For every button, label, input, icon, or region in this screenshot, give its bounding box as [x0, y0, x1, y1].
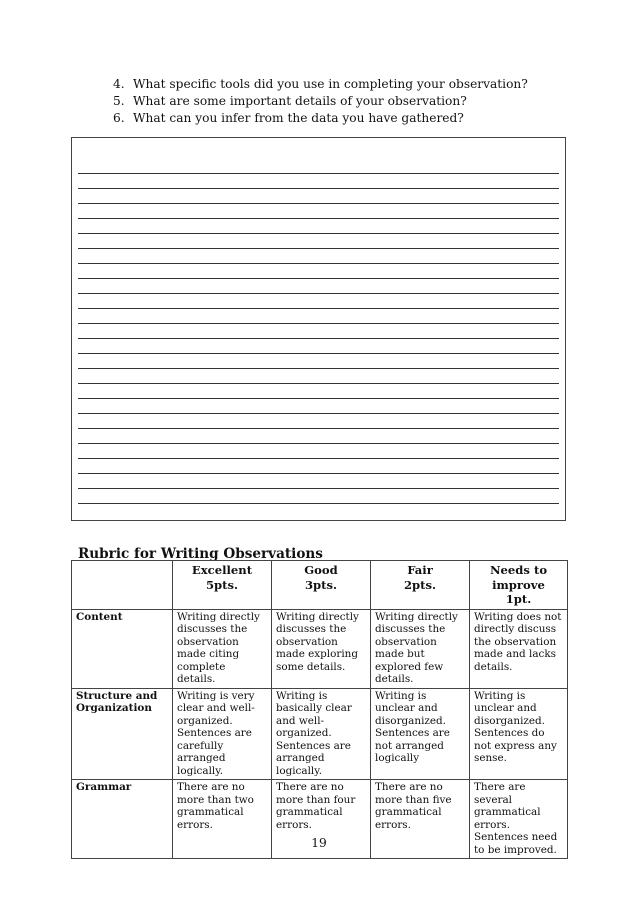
ruled-line — [78, 293, 559, 294]
ruled-line — [78, 503, 559, 504]
rubric-cell: Writing is unclear and disorganized. Sentences do not express any sense. — [470, 688, 568, 780]
rubric-title: Rubric for Writing Observations — [78, 546, 323, 562]
ruled-line — [78, 323, 559, 324]
ruled-line — [78, 428, 559, 429]
rubric-cell: There are several grammatical errors. Sentences need to be improved. — [470, 780, 568, 859]
ruled-line — [78, 203, 559, 204]
answer-writing-box[interactable] — [71, 137, 566, 521]
question-number: 5. — [113, 94, 125, 108]
rubric-header-excellent — [173, 561, 272, 610]
rubric-cell: There are no more than four grammatical errors. — [272, 780, 371, 859]
rubric-criterion: Structure and Organization — [72, 688, 173, 780]
page-number: 19 — [311, 836, 327, 850]
rubric-header-fair — [371, 561, 470, 610]
rubric-level-points: 2pts. — [403, 577, 437, 592]
rubric-cell: Writing directly discusses the observation made citing complete details. — [173, 609, 272, 688]
ruled-line — [78, 413, 559, 414]
question-item — [113, 93, 528, 110]
ruled-line — [78, 188, 559, 189]
ruled-line — [78, 458, 559, 459]
ruled-line — [78, 338, 559, 339]
ruled-line — [78, 443, 559, 444]
question-text: What are some important details of your observation? — [133, 94, 467, 108]
question-item — [113, 110, 528, 127]
rubric-cell: Writing is basically clear and well-organized. Sentences are arranged logically. — [272, 688, 371, 780]
rubric-cell: There are no more than two grammatical errors. — [173, 780, 272, 859]
ruled-line — [78, 173, 559, 174]
rubric-level-label: Excellent — [191, 563, 253, 577]
rubric-table — [71, 560, 568, 859]
rubric-cell: Writing does not directly discuss the observation made and lacks details. — [470, 609, 568, 688]
rubric-level-label: Fair — [407, 563, 433, 577]
rubric-level-points: 3pts. — [304, 577, 338, 592]
rubric-criterion: Content — [72, 609, 173, 688]
question-text: What can you infer from the data you have gathered? — [133, 111, 464, 125]
rubric-cell: Writing is very clear and well-organized. Sentences are carefully arranged logically. — [173, 688, 272, 780]
ruled-line — [78, 218, 559, 219]
ruled-line — [78, 278, 559, 279]
rubric-header-good — [272, 561, 371, 610]
ruled-line — [78, 488, 559, 489]
ruled-line — [78, 398, 559, 399]
ruled-line — [78, 473, 559, 474]
question-item — [113, 76, 528, 93]
question-number: 6. — [113, 111, 125, 125]
ruled-line — [78, 368, 559, 369]
question-list — [113, 76, 528, 127]
ruled-line — [78, 248, 559, 249]
rubric-row-structure — [72, 688, 568, 780]
rubric-header-needs-improve — [470, 561, 568, 610]
rubric-cell: Writing directly discusses the observation made but explored few details. — [371, 609, 470, 688]
rubric-cell: There are no more than five grammatical errors. — [371, 780, 470, 859]
rubric-level-points: 5pts. — [205, 577, 239, 592]
ruled-line — [78, 263, 559, 264]
rubric-row-content — [72, 609, 568, 688]
rubric-cell: Writing directly discusses the observation made exploring some details. — [272, 609, 371, 688]
rubric-level-label: Good — [304, 563, 338, 577]
ruled-line — [78, 353, 559, 354]
rubric-corner-cell — [72, 561, 173, 610]
ruled-line — [78, 308, 559, 309]
rubric-level-points: 1pt. — [505, 592, 532, 606]
rubric-cell: Writing is unclear and disorganized. Sentences are not arranged logically — [371, 688, 470, 780]
rubric-header-row — [72, 561, 568, 610]
rubric-level-label: Needs to improve — [489, 563, 548, 592]
ruled-line — [78, 383, 559, 384]
ruled-line — [78, 233, 559, 234]
question-text: What specific tools did you use in completing your observation? — [133, 77, 528, 91]
question-number: 4. — [113, 77, 125, 91]
rubric-criterion: Grammar — [72, 780, 173, 859]
